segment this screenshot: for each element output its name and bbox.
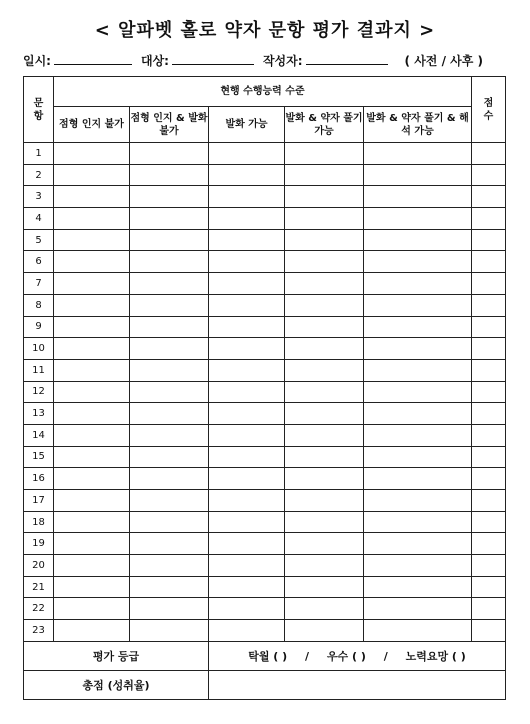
level-check-cell[interactable]: [130, 164, 209, 186]
level-col-5: 발화 & 약자 풀기 & 해석 가능: [364, 107, 472, 143]
target-label: 대상:: [140, 54, 169, 68]
level-check-cell[interactable]: [285, 576, 364, 598]
score-cell[interactable]: [472, 576, 506, 598]
score-cell[interactable]: [472, 468, 506, 490]
level-check-cell[interactable]: [285, 490, 364, 512]
level-check-cell[interactable]: [285, 403, 364, 425]
level-check-cell[interactable]: [364, 403, 472, 425]
level-check-cell[interactable]: [285, 555, 364, 577]
level-check-cell[interactable]: [54, 620, 130, 642]
level-check-cell[interactable]: [209, 316, 285, 338]
level-check-cell[interactable]: [209, 576, 285, 598]
level-check-cell[interactable]: [285, 273, 364, 295]
level-check-cell[interactable]: [130, 468, 209, 490]
level-check-cell[interactable]: [285, 511, 364, 533]
level-check-cell[interactable]: [285, 143, 364, 165]
level-check-cell[interactable]: [364, 598, 472, 620]
author-label: 작성자:: [262, 54, 303, 68]
level-check-cell[interactable]: [130, 446, 209, 468]
table-row: [24, 511, 506, 533]
table-row: [24, 468, 506, 490]
level-check-cell[interactable]: [285, 424, 364, 446]
item-number: 20: [24, 555, 54, 577]
level-check-cell[interactable]: [209, 208, 285, 230]
level-check-cell[interactable]: [54, 511, 130, 533]
item-number: 17: [24, 490, 54, 512]
level-check-cell[interactable]: [285, 338, 364, 360]
item-number: 12: [24, 381, 54, 403]
level-check-cell[interactable]: [54, 316, 130, 338]
level-check-cell[interactable]: [130, 229, 209, 251]
item-number: 3: [24, 186, 54, 208]
level-check-cell[interactable]: [209, 490, 285, 512]
score-cell[interactable]: [472, 359, 506, 381]
level-check-cell[interactable]: [54, 468, 130, 490]
item-number: 4: [24, 208, 54, 230]
table-row: [24, 555, 506, 577]
level-check-cell[interactable]: [54, 403, 130, 425]
item-number: 23: [24, 620, 54, 642]
score-cell[interactable]: [472, 143, 506, 165]
level-check-cell[interactable]: [130, 511, 209, 533]
level-check-cell[interactable]: [285, 446, 364, 468]
level-check-cell[interactable]: [54, 446, 130, 468]
table-row: [24, 273, 506, 295]
level-check-cell[interactable]: [285, 620, 364, 642]
level-check-cell[interactable]: [209, 359, 285, 381]
table-row: [24, 576, 506, 598]
level-check-cell[interactable]: [130, 381, 209, 403]
table-row: [24, 294, 506, 316]
score-cell[interactable]: [472, 403, 506, 425]
score-cell[interactable]: [472, 446, 506, 468]
score-cell[interactable]: [472, 338, 506, 360]
level-check-cell[interactable]: [285, 533, 364, 555]
level-check-cell[interactable]: [209, 338, 285, 360]
item-number: 2: [24, 164, 54, 186]
item-number: 14: [24, 424, 54, 446]
level-check-cell[interactable]: [54, 490, 130, 512]
level-check-cell[interactable]: [364, 576, 472, 598]
level-check-cell[interactable]: [285, 208, 364, 230]
level-check-cell[interactable]: [364, 490, 472, 512]
table-row: [24, 403, 506, 425]
item-number: 18: [24, 511, 54, 533]
level-check-cell[interactable]: [130, 620, 209, 642]
score-cell[interactable]: [472, 533, 506, 555]
level-check-cell[interactable]: [364, 620, 472, 642]
item-number: 21: [24, 576, 54, 598]
level-check-cell[interactable]: [54, 338, 130, 360]
score-header: [472, 77, 506, 143]
level-col-1: 점형 인지 불가: [54, 107, 130, 143]
table-row: [24, 186, 506, 208]
grade-separator: /: [305, 649, 310, 663]
level-check-cell[interactable]: [130, 555, 209, 577]
score-cell[interactable]: [472, 598, 506, 620]
table-row: [24, 533, 506, 555]
level-check-cell[interactable]: [364, 424, 472, 446]
grade-options: [209, 641, 506, 670]
level-check-cell[interactable]: [209, 468, 285, 490]
level-check-cell[interactable]: [130, 576, 209, 598]
level-check-cell[interactable]: [209, 186, 285, 208]
level-check-cell[interactable]: [364, 164, 472, 186]
level-check-cell[interactable]: [209, 251, 285, 273]
level-check-cell[interactable]: [130, 338, 209, 360]
score-cell[interactable]: [472, 164, 506, 186]
level-check-cell[interactable]: [364, 229, 472, 251]
score-cell[interactable]: [472, 511, 506, 533]
table-row: [24, 424, 506, 446]
item-number: 10: [24, 338, 54, 360]
level-check-cell[interactable]: [209, 620, 285, 642]
item-number: 16: [24, 468, 54, 490]
level-col-3: 발화 가능: [209, 107, 285, 143]
score-cell[interactable]: [472, 555, 506, 577]
level-check-cell[interactable]: [285, 381, 364, 403]
level-check-cell[interactable]: [130, 273, 209, 295]
item-number: 9: [24, 316, 54, 338]
level-check-cell[interactable]: [364, 468, 472, 490]
table-row: [24, 208, 506, 230]
level-check-cell[interactable]: [54, 576, 130, 598]
level-check-cell[interactable]: [130, 208, 209, 230]
item-header-text: 문 항: [33, 97, 44, 122]
level-check-cell[interactable]: [285, 294, 364, 316]
item-header: [24, 77, 54, 143]
level-check-cell[interactable]: [209, 555, 285, 577]
level-check-cell[interactable]: [54, 251, 130, 273]
level-check-cell[interactable]: [54, 186, 130, 208]
table-row: [24, 446, 506, 468]
level-check-cell[interactable]: [209, 403, 285, 425]
table-row: [24, 381, 506, 403]
score-cell[interactable]: [472, 424, 506, 446]
date-label: 일시:: [23, 54, 51, 68]
level-check-cell[interactable]: [364, 511, 472, 533]
level-col-2: 점형 인지 & 발화 불가: [130, 107, 209, 143]
level-header: 현행 수행능력 수준: [54, 77, 472, 107]
date-field[interactable]: [54, 53, 132, 65]
level-check-cell[interactable]: [364, 555, 472, 577]
level-check-cell[interactable]: [364, 533, 472, 555]
level-check-cell[interactable]: [130, 490, 209, 512]
table-row: [24, 164, 506, 186]
level-check-cell[interactable]: [364, 143, 472, 165]
level-check-cell[interactable]: [54, 294, 130, 316]
level-check-cell[interactable]: [54, 555, 130, 577]
table-row: [24, 338, 506, 360]
item-number: 22: [24, 598, 54, 620]
level-check-cell[interactable]: [54, 381, 130, 403]
score-cell[interactable]: [472, 229, 506, 251]
grade-option-good[interactable]: 우수 ( ): [326, 649, 366, 663]
level-check-cell[interactable]: [364, 316, 472, 338]
level-check-cell[interactable]: [285, 251, 364, 273]
table-row: [24, 620, 506, 642]
item-number: 19: [24, 533, 54, 555]
level-check-cell[interactable]: [54, 533, 130, 555]
table-row: [24, 251, 506, 273]
item-number: 11: [24, 359, 54, 381]
grade-separator: /: [383, 649, 388, 663]
level-check-cell[interactable]: [209, 294, 285, 316]
level-check-cell[interactable]: [209, 446, 285, 468]
score-cell[interactable]: [472, 273, 506, 295]
level-check-cell[interactable]: [54, 164, 130, 186]
total-value[interactable]: [209, 670, 506, 699]
level-check-cell[interactable]: [285, 598, 364, 620]
level-check-cell[interactable]: [364, 359, 472, 381]
score-cell[interactable]: [472, 490, 506, 512]
level-col-4: 발화 & 약자 풀기 가능: [285, 107, 364, 143]
level-check-cell[interactable]: [209, 164, 285, 186]
level-check-cell[interactable]: [209, 229, 285, 251]
level-check-cell[interactable]: [285, 468, 364, 490]
level-check-cell[interactable]: [209, 143, 285, 165]
score-cell[interactable]: [472, 620, 506, 642]
level-check-cell[interactable]: [130, 316, 209, 338]
level-check-cell[interactable]: [209, 511, 285, 533]
score-header-text: 점 수: [483, 97, 494, 122]
level-check-cell[interactable]: [209, 424, 285, 446]
level-check-cell[interactable]: [364, 273, 472, 295]
table-row: [24, 598, 506, 620]
level-check-cell[interactable]: [285, 186, 364, 208]
item-number: 5: [24, 229, 54, 251]
meta-line: [23, 52, 507, 69]
level-check-cell[interactable]: [54, 273, 130, 295]
level-check-cell[interactable]: [364, 446, 472, 468]
page-title: < 알파벳 홀로 약자 문항 평가 결과지 >: [94, 20, 436, 41]
item-number: 15: [24, 446, 54, 468]
level-check-cell[interactable]: [54, 229, 130, 251]
level-check-cell[interactable]: [54, 424, 130, 446]
grade-option-needs-effort[interactable]: 노력요망 ( ): [405, 649, 466, 663]
level-check-cell[interactable]: [54, 143, 130, 165]
level-check-cell[interactable]: [209, 598, 285, 620]
item-rows: [24, 143, 506, 642]
score-cell[interactable]: [472, 316, 506, 338]
item-number: 8: [24, 294, 54, 316]
level-check-cell[interactable]: [364, 208, 472, 230]
level-check-cell[interactable]: [54, 359, 130, 381]
table-row: [24, 316, 506, 338]
level-check-cell[interactable]: [130, 598, 209, 620]
level-check-cell[interactable]: [130, 143, 209, 165]
score-cell[interactable]: [472, 251, 506, 273]
item-number: 6: [24, 251, 54, 273]
level-check-cell[interactable]: [364, 381, 472, 403]
item-number: 1: [24, 143, 54, 165]
score-cell[interactable]: [472, 208, 506, 230]
level-check-cell[interactable]: [364, 294, 472, 316]
table-row: [24, 490, 506, 512]
level-check-cell[interactable]: [130, 533, 209, 555]
level-check-cell[interactable]: [209, 381, 285, 403]
table-row: [24, 143, 506, 165]
grade-label: 평가 등급: [24, 641, 209, 670]
level-check-cell[interactable]: [54, 598, 130, 620]
item-number: 7: [24, 273, 54, 295]
total-label: 총점 (성취율): [24, 670, 209, 699]
level-check-cell[interactable]: [285, 359, 364, 381]
evaluation-table: [23, 76, 506, 700]
level-check-cell[interactable]: [285, 229, 364, 251]
grade-option-excellent[interactable]: 탁월 ( ): [248, 649, 288, 663]
author-field[interactable]: [306, 53, 388, 65]
level-check-cell[interactable]: [130, 403, 209, 425]
level-check-cell[interactable]: [364, 338, 472, 360]
level-check-cell[interactable]: [209, 273, 285, 295]
level-check-cell[interactable]: [54, 208, 130, 230]
level-check-cell[interactable]: [285, 316, 364, 338]
level-check-cell[interactable]: [209, 533, 285, 555]
table-row: [24, 359, 506, 381]
level-check-cell[interactable]: [364, 186, 472, 208]
score-cell[interactable]: [472, 294, 506, 316]
level-check-cell[interactable]: [364, 251, 472, 273]
item-number: 13: [24, 403, 54, 425]
score-cell[interactable]: [472, 381, 506, 403]
level-check-cell[interactable]: [130, 424, 209, 446]
level-check-cell[interactable]: [130, 251, 209, 273]
level-check-cell[interactable]: [130, 359, 209, 381]
score-cell[interactable]: [472, 186, 506, 208]
level-check-cell[interactable]: [130, 294, 209, 316]
level-check-cell[interactable]: [130, 186, 209, 208]
timing-choice: ( 사전 / 사후 ): [404, 54, 483, 68]
level-check-cell[interactable]: [285, 164, 364, 186]
target-field[interactable]: [172, 53, 254, 65]
table-row: [24, 229, 506, 251]
